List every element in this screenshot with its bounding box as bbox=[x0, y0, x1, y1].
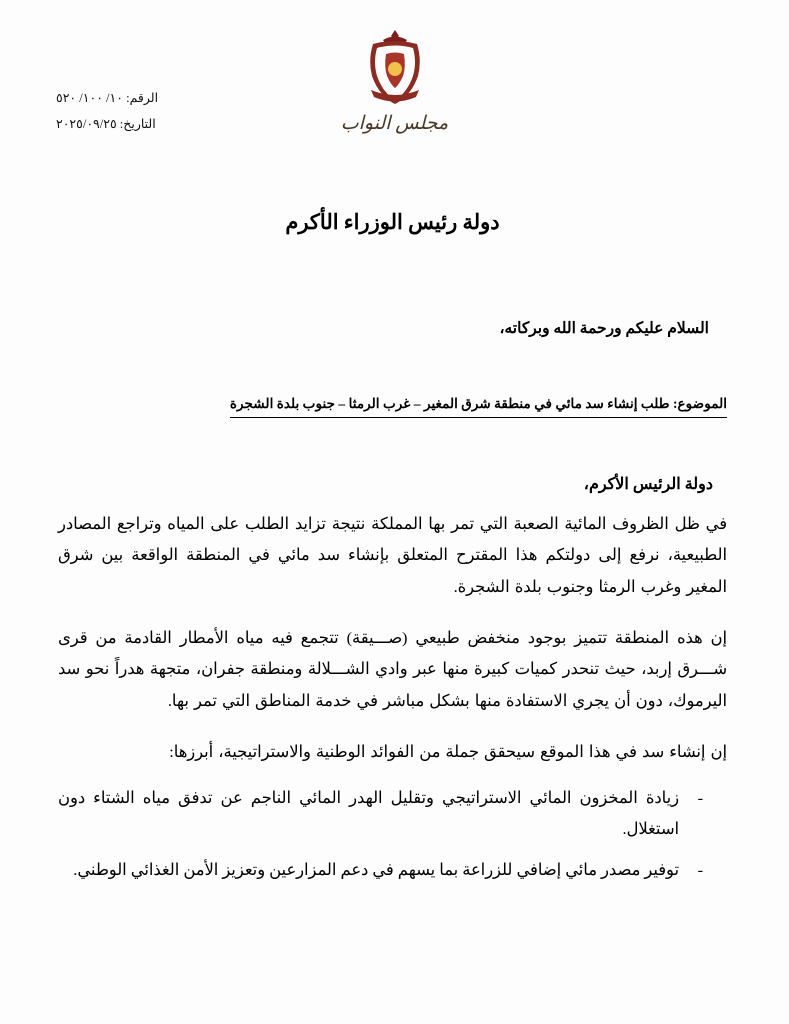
document-header bbox=[0, 0, 789, 175]
subject-container bbox=[58, 392, 727, 418]
jordan-coat-of-arms-icon bbox=[353, 28, 437, 106]
addressee-title: دولة رئيس الوزراء الأكرم bbox=[285, 210, 500, 234]
date-label: التاريخ: bbox=[119, 116, 156, 131]
list-item: - زيادة المخزون المائي الاستراتيجي وتقليل الهدر المائي الناجم عن تدفق مياه الشتاء دون استغلال. bbox=[58, 783, 705, 845]
greeting-line: السلام عليكم ورحمة الله وبركاته، bbox=[499, 320, 709, 337]
date-value: ٢٠٢٥/٠٩/٢٥ bbox=[56, 116, 117, 131]
paragraph-3: إن إنشاء سد في هذا الموقع سيحقق جملة من الفوائد الوطنية والاستراتيجية، أبرزها: bbox=[169, 741, 727, 761]
parliament-calligraphy: مجلس النواب bbox=[340, 113, 449, 134]
date-line bbox=[56, 112, 158, 138]
document-body bbox=[0, 175, 789, 896]
reference-value: ١٠/ ١٠٠/ ٥٢٠ bbox=[56, 91, 123, 105]
reference-label: الرقم: bbox=[126, 91, 159, 105]
subject-line: الموضوع: طلب إنشاء سد مائي في منطقة شرق المغير – غرب الرمثا – جنوب بلدة الشجرة bbox=[230, 392, 727, 418]
document-meta bbox=[56, 86, 158, 137]
paragraph-2: إن هذه المنطقة تتميز بوجود منخفض طبيعي (صـــيقة) تتجمع فيه مياه الأمطار القادمة من قرى شـــرق إربد، حيث تنحدر كميات كبيرة منها عبر وادي الشـــلالة ومنطقة جفران، متجهة هدراً نحو سد اليرموك، دون أن يجري الاستفادة منها بشكل مباشر في خدمة المناطق التي تمر بها. bbox=[58, 627, 727, 710]
list-item: - توفير مصدر مائي إضافي للزراعة بما يسهم في دعم المزارعين وتعزيز الأمن الغذائي الوطني. bbox=[58, 855, 705, 886]
benefits-list bbox=[58, 783, 727, 886]
salutation-line: دولة الرئيس الأكرم، bbox=[583, 476, 713, 494]
reference-line bbox=[56, 86, 158, 112]
paragraph-1: في ظل الظروف المائية الصعبة التي تمر بها المملكة نتيجة تزايد الطلب على المياه وتراجع المصادر الطبيعية، نرفع إلى دولتكم هذا المقترح المتعلق بإنشاء سد مائي في المنطقة الواقعة بين شرق المغير وغرب الرمثا وجنوب بلدة الشجرة. bbox=[58, 514, 727, 596]
